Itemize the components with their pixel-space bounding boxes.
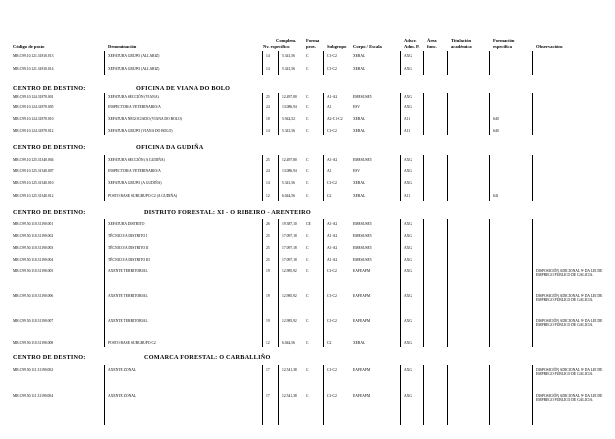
cell-forma: C <box>306 117 309 121</box>
cell-name: AXENTE ZONAL <box>108 394 137 398</box>
cell-nv: 17 <box>266 394 270 398</box>
cell-adscr: AXG <box>404 54 412 58</box>
cell-adscr: A11 <box>404 129 411 133</box>
cell-forma: C <box>306 394 309 398</box>
cell-corpo: XERAL <box>353 129 366 133</box>
column-divider <box>400 219 401 347</box>
cell-name: XEFATURA DISTRITO <box>108 222 145 226</box>
column-divider <box>278 93 279 135</box>
header-titulacion-bottom: académica <box>451 44 472 49</box>
cell-adscr: AXG <box>404 222 412 226</box>
cell-code: MR.C99.50.111.31190.002 <box>13 368 54 372</box>
column-divider <box>323 51 324 75</box>
cell-code: MR.C99.10.124.31870.010 <box>13 117 54 121</box>
column-divider <box>489 155 490 201</box>
cell-name: TÉCNICO/A DISTRITO II <box>108 246 149 250</box>
cell-code: MR.C99.10.121.31810.014 <box>13 67 54 71</box>
cell-forma: C <box>306 169 309 173</box>
column-divider <box>262 365 263 425</box>
cell-corpo: EMESUSE5 <box>353 246 372 250</box>
cell-name: XEFATURA SECCIÓN (VIANA) <box>108 95 159 99</box>
cell-comp: 5.341,56 <box>282 67 295 71</box>
cell-code: MR.C99.10.125.31340.007 <box>13 169 54 173</box>
cell-adscr: AXG <box>404 269 412 273</box>
cell-name: AXENTE TERRITORIAL <box>108 294 148 298</box>
column-divider <box>489 219 490 347</box>
column-divider <box>489 51 490 75</box>
cell-nv: 14 <box>266 181 270 185</box>
cell-name: XEFATURA NEGOCIADO (VIANA DO BOLO) <box>108 117 182 121</box>
cell-comp: 19.387,10 <box>282 222 297 226</box>
cell-code: MR.C99.50.110.31190.005 <box>13 269 54 273</box>
cell-nv: 25 <box>266 158 270 162</box>
cell-name: POSTO BASE SUBGRUPO C2 <box>108 341 156 345</box>
cell-nv: 17 <box>266 368 270 372</box>
cell-comp: 12.497,80 <box>282 158 297 162</box>
column-divider <box>262 219 263 347</box>
cell-observacions: DISPOSICIÓN ADICIONAL 9ª DA LEI DE EMPREGO PÚBLICO DE GALICIA. <box>536 368 603 377</box>
column-divider <box>104 93 105 135</box>
cell-corpo: XERAL <box>353 181 366 185</box>
section-label: CENTRO DE DESTINO: <box>13 209 86 216</box>
cell-adscr: A11 <box>404 117 411 121</box>
cell-subgrupo: A1-A2 <box>327 246 338 250</box>
cell-name: TÉCNICO/A DISTRITO III <box>108 258 150 262</box>
column-divider <box>104 365 105 425</box>
column-divider <box>278 155 279 201</box>
header-area-bottom: func. <box>427 44 437 49</box>
cell-nv: 14 <box>266 67 270 71</box>
cell-forma: C <box>306 269 309 273</box>
cell-subgrupo: A1-A2 <box>327 222 338 226</box>
cell-formacion: 641 <box>493 194 499 198</box>
cell-comp: 5.341,56 <box>282 181 295 185</box>
cell-adscr: AXG <box>404 169 412 173</box>
cell-name: XEFATURA SECCIÓN (A GUDIÑA) <box>108 158 165 162</box>
cell-comp: 17.097,18 <box>282 234 297 238</box>
cell-comp: 12.985,92 <box>282 269 297 273</box>
cell-formacion: 640 <box>493 129 499 133</box>
cell-corpo: XERAL <box>353 67 366 71</box>
cell-subgrupo: A1 <box>327 169 332 173</box>
column-divider <box>423 93 424 135</box>
cell-adscr: AXG <box>404 394 412 398</box>
cell-name: XEFATURA GRUPO (ALLARIZ) <box>108 54 160 58</box>
cell-code: MR.C99.50.111.31190.004 <box>13 394 54 398</box>
column-divider <box>423 219 424 347</box>
cell-subgrupo: A1-A2 <box>327 158 338 162</box>
cell-observacions: DISPOSICIÓN ADICIONAL 9ª DA LEI DE EMPREGO PÚBLICO DE GALICIA. <box>536 294 603 303</box>
cell-forma: C <box>306 258 309 262</box>
cell-forma: C <box>306 319 309 323</box>
column-divider <box>532 155 533 201</box>
column-divider <box>400 365 401 425</box>
cell-subgrupo: C1-C2 <box>327 368 337 372</box>
cell-forma: C <box>306 246 309 250</box>
header-observacions: Observacións <box>536 44 563 49</box>
cell-subgrupo: C1-C2 <box>327 54 337 58</box>
header-formacion-top: Formación <box>493 38 515 43</box>
cell-comp: 6.044,56 <box>282 194 295 198</box>
cell-corpo: EMESUSE5 <box>353 234 372 238</box>
cell-code: MR.C99.50.110.31190.003 <box>13 246 54 250</box>
cell-name: XEFATURA GRUPO (VIANA DO BOLO) <box>108 129 173 133</box>
cell-subgrupo: C1-C2 <box>327 129 337 133</box>
header-area-top: Área <box>427 38 437 43</box>
section-title: COMARCA FORESTAL: O CARBALLIÑO <box>144 354 271 361</box>
cell-observacions: DISPOSICIÓN ADICIONAL 9ª DA LEI DE EMPREGO PÚBLICO DE GALICIA. <box>536 319 603 328</box>
cell-nv: 26 <box>266 222 270 226</box>
column-divider <box>447 51 448 75</box>
cell-nv: 25 <box>266 258 270 262</box>
cell-forma: C <box>306 95 309 99</box>
cell-corpo: EMESUSE5 <box>353 95 372 99</box>
column-divider <box>447 365 448 425</box>
cell-code: MR.C99.10.124.31870.012 <box>13 129 54 133</box>
section-label: CENTRO DE DESTINO: <box>13 354 86 361</box>
column-divider <box>278 51 279 75</box>
header-denominacion: Denominación <box>108 44 137 49</box>
cell-name: XEFATURA GRUPO (A GUDIÑA) <box>108 181 162 185</box>
cell-comp: 12.541,38 <box>282 394 297 398</box>
header-adscr-bottom: Adm. P. <box>404 44 420 49</box>
cell-corpo: ESV <box>353 105 360 109</box>
cell-subgrupo: A1-A2 <box>327 258 338 262</box>
cell-name: INSPECTOR/A VETERINARIO/A <box>108 169 161 173</box>
column-divider <box>532 93 533 135</box>
cell-code: MR.C99.10.125.31340.004 <box>13 158 54 162</box>
cell-adscr: AXG <box>404 341 412 345</box>
cell-nv: 12 <box>266 194 270 198</box>
cell-observacions: DISPOSICIÓN ADICIONAL 9ª DA LEI DE EMPREGO PÚBLICO DE GALICIA. <box>536 394 603 403</box>
column-divider <box>323 365 324 425</box>
cell-corpo: ESV <box>353 169 360 173</box>
cell-code: MR.C99.50.110.31190.006 <box>13 294 54 298</box>
cell-adscr: AXG <box>404 368 412 372</box>
cell-corpo: XERAL <box>353 117 366 121</box>
cell-nv: 25 <box>266 95 270 99</box>
cell-nv: 14 <box>266 129 270 133</box>
cell-name: AXENTE TERRITORIAL <box>108 269 148 273</box>
column-divider <box>489 365 490 425</box>
cell-code: MR.C99.10.124.31870.001 <box>13 95 54 99</box>
cell-code: MR.C99.10.121.31810.013 <box>13 54 54 58</box>
cell-comp: 12.985,92 <box>282 319 297 323</box>
cell-code: MR.C99.50.110.31190.008 <box>13 341 54 345</box>
cell-subgrupo: C1-C2 <box>327 181 337 185</box>
cell-adscr: AXG <box>404 181 412 185</box>
cell-nv: 25 <box>266 234 270 238</box>
column-divider <box>262 155 263 201</box>
cell-comp: 17.097,18 <box>282 258 297 262</box>
cell-forma: CE <box>306 222 311 226</box>
cell-forma: C <box>306 341 309 345</box>
cell-corpo: EAFEAFM <box>353 294 371 298</box>
cell-comp: 13.086,94 <box>282 105 297 109</box>
cell-code: MR.C99.10.124.31870.005 <box>13 105 54 109</box>
cell-forma: C <box>306 158 309 162</box>
cell-subgrupo: A1-A2 <box>327 234 338 238</box>
cell-name: INSPECTOR/A VETERINARIO/A <box>108 105 161 109</box>
column-divider <box>447 219 448 347</box>
column-divider <box>400 155 401 201</box>
cell-forma: C <box>306 129 309 133</box>
column-divider <box>400 51 401 75</box>
cell-nv: 18 <box>266 117 270 121</box>
cell-corpo: EAFEAFM <box>353 368 371 372</box>
cell-nv: 25 <box>266 246 270 250</box>
section-title: OFICINA DA GUDIÑA <box>136 144 204 151</box>
cell-code: MR.C99.50.110.31190.001 <box>13 222 54 226</box>
header-complem-top: Complem. <box>276 38 297 43</box>
cell-adscr: AXG <box>404 234 412 238</box>
column-divider <box>423 51 424 75</box>
column-divider <box>423 365 424 425</box>
header-codigo: Código de posto <box>13 44 45 49</box>
cell-comp: 5.942,52 <box>282 117 295 121</box>
column-divider <box>532 365 533 425</box>
header-subgrupo: Subgrupo <box>327 44 347 49</box>
cell-subgrupo: C1-C2 <box>327 67 337 71</box>
cell-forma: C <box>306 105 309 109</box>
cell-nv: 19 <box>266 319 270 323</box>
cell-corpo: EMESUSE5 <box>353 158 372 162</box>
cell-subgrupo: A1 <box>327 105 332 109</box>
column-divider <box>532 219 533 347</box>
cell-nv: 14 <box>266 54 270 58</box>
column-divider <box>423 155 424 201</box>
cell-corpo: EMESUSE5 <box>353 258 372 262</box>
cell-forma: C <box>306 194 309 198</box>
cell-name: TÉCNICO/A DISTRITO I <box>108 234 148 238</box>
header-titulacion-top: Titulación <box>451 38 472 43</box>
cell-comp: 13.086,94 <box>282 169 297 173</box>
cell-corpo: EMESUSE5 <box>353 222 372 226</box>
column-divider <box>278 219 279 347</box>
cell-comp: 12.985,92 <box>282 294 297 298</box>
header-adscr-top: Adscr. <box>404 38 417 43</box>
cell-comp: 12.497,80 <box>282 95 297 99</box>
cell-adscr: AXG <box>404 105 412 109</box>
cell-adscr: AXG <box>404 67 412 71</box>
column-divider <box>104 219 105 347</box>
cell-adscr: AXG <box>404 294 412 298</box>
column-divider <box>447 93 448 135</box>
column-divider <box>323 93 324 135</box>
cell-adscr: AXG <box>404 319 412 323</box>
header-formacion-bottom: específica <box>493 44 512 49</box>
column-divider <box>104 51 105 75</box>
cell-code: MR.C99.50.110.31190.002 <box>13 234 54 238</box>
cell-forma: C <box>306 181 309 185</box>
cell-nv: 24 <box>266 169 270 173</box>
cell-forma: C <box>306 294 309 298</box>
column-divider <box>278 365 279 425</box>
column-divider <box>400 93 401 135</box>
cell-nv: 12 <box>266 341 270 345</box>
cell-nv: 19 <box>266 294 270 298</box>
cell-adscr: A11 <box>404 194 411 198</box>
cell-subgrupo: C2 <box>327 341 332 345</box>
cell-corpo: EAFEAFM <box>353 394 371 398</box>
cell-comp: 12.541,38 <box>282 368 297 372</box>
cell-code: MR.C99.10.125.31340.010 <box>13 181 54 185</box>
cell-code: MR.C99.50.110.31190.004 <box>13 258 54 262</box>
cell-subgrupo: A1-A2 <box>327 95 338 99</box>
cell-subgrupo: C1-C2 <box>327 394 337 398</box>
column-divider <box>532 51 533 75</box>
cell-observacions: DISPOSICIÓN ADICIONAL 9ª DA LEI DE EMPREGO PÚBLICO DE GALICIA. <box>536 269 603 278</box>
column-divider <box>489 93 490 135</box>
cell-forma: C <box>306 234 309 238</box>
cell-corpo: XERAL <box>353 341 366 345</box>
header-complem-bottom: Nv. específico <box>263 44 290 49</box>
column-divider <box>447 155 448 201</box>
cell-subgrupo: C1-C2 <box>327 269 337 273</box>
cell-name: POSTO BASE SUBGRUPO C2 (A GUDIÑA) <box>108 194 178 198</box>
column-divider <box>262 93 263 135</box>
header-corpo: Corpo / Escala <box>353 44 382 49</box>
cell-nv: 19 <box>266 269 270 273</box>
column-divider <box>262 51 263 75</box>
cell-comp: 5.341,56 <box>282 129 295 133</box>
cell-code: MR.C99.10.125.31340.012 <box>13 194 54 198</box>
cell-corpo: XERAL <box>353 194 366 198</box>
cell-comp: 6.044,56 <box>282 341 295 345</box>
cell-forma: C <box>306 54 309 58</box>
cell-corpo: EAFEAFM <box>353 319 371 323</box>
cell-formacion: 640 <box>493 117 499 121</box>
cell-corpo: XERAL <box>353 54 366 58</box>
column-divider <box>323 219 324 347</box>
cell-forma: C <box>306 67 309 71</box>
cell-adscr: AXG <box>404 95 412 99</box>
header-forma-top: Forma <box>306 38 320 43</box>
cell-nv: 24 <box>266 105 270 109</box>
cell-corpo: EAFEAFM <box>353 269 371 273</box>
cell-name: XEFATURA GRUPO (ALLARIZ) <box>108 67 160 71</box>
cell-adscr: AXG <box>404 246 412 250</box>
cell-forma: C <box>306 368 309 372</box>
cell-comp: 5.341,56 <box>282 54 295 58</box>
cell-name: AXENTE TERRITORIAL <box>108 319 148 323</box>
cell-adscr: AXG <box>404 158 412 162</box>
cell-subgrupo: C1-C2 <box>327 294 337 298</box>
section-title: OFICINA DE VIANA DO BOLO <box>136 85 231 92</box>
cell-subgrupo: A2-C1-C2 <box>327 117 343 121</box>
section-label: CENTRO DE DESTINO: <box>13 85 86 92</box>
column-divider <box>104 155 105 201</box>
header-forma-bottom: prov. <box>306 44 316 49</box>
cell-adscr: AXG <box>404 258 412 262</box>
section-label: CENTRO DE DESTINO: <box>13 144 86 151</box>
cell-subgrupo: C2 <box>327 194 332 198</box>
cell-comp: 17.097,18 <box>282 246 297 250</box>
cell-subgrupo: C1-C2 <box>327 319 337 323</box>
column-divider <box>323 155 324 201</box>
section-title: DISTRITO FORESTAL: XI - O RIBEIRO - ARENTEIRO <box>144 209 311 216</box>
cell-code: MR.C99.50.110.31190.007 <box>13 319 54 323</box>
cell-name: AXENTE ZONAL <box>108 368 137 372</box>
